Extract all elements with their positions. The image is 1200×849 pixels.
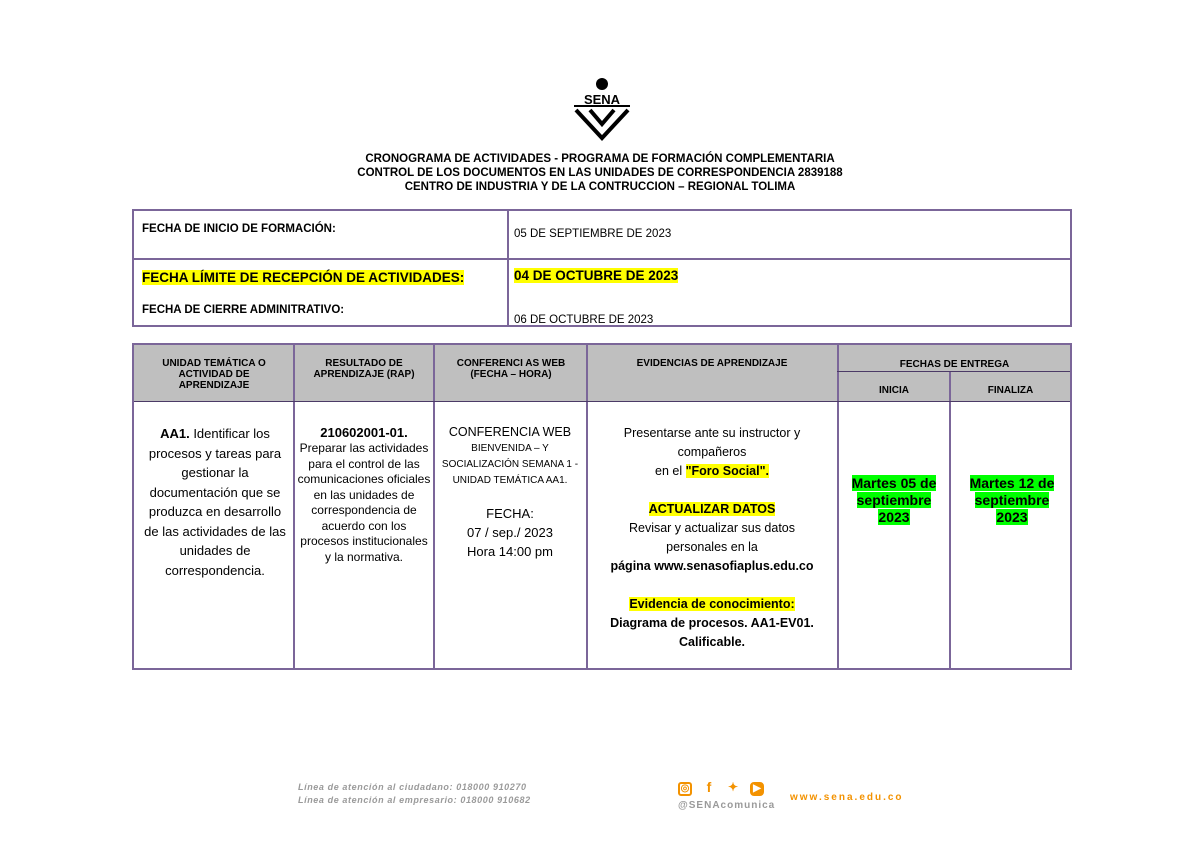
social-icons bbox=[678, 779, 764, 796]
header-resultado: RESULTADO DE APRENDIZAJE (RAP) bbox=[313, 358, 415, 380]
ev-pagina: página www.senasofiaplus.edu.co bbox=[610, 559, 814, 573]
header-evidencias: EVIDENCIAS DE APRENDIZAJE bbox=[636, 358, 788, 369]
inicio-label: FECHA DE INICIO DE FORMACIÓN: bbox=[142, 223, 336, 235]
aa1-code: AA1. bbox=[160, 426, 190, 441]
header-finaliza: FINALIZA bbox=[987, 385, 1034, 396]
ev-revisar: Revisar y actualizar sus datos bbox=[628, 521, 796, 535]
ev-line3-pre: en el bbox=[655, 464, 686, 478]
aa1-cell bbox=[140, 424, 290, 580]
conf-hora: Hora 14:00 pm bbox=[467, 544, 553, 559]
aa1-text: Identificar los procesos y tareas para gestionar la documentación que se produzca en desarrollo de las actividades de las unidades de correspondencia. bbox=[144, 426, 286, 578]
limite-label: FECHA LÍMITE DE RECEPCIÓN DE ACTIVIDADES: bbox=[142, 270, 465, 285]
rap-text: Preparar las actividades para el control de las comunicaciones oficiales en las unidades de correspondencia de acuerdo con los procesos institucionales y la normativa. bbox=[297, 441, 431, 564]
activities-table bbox=[132, 343, 1072, 670]
inicia-date: Martes 05 de septiembre 2023 bbox=[851, 475, 937, 525]
finaliza-date: Martes 12 de septiembre 2023 bbox=[969, 475, 1055, 525]
cierre-value: 06 DE OCTUBRE DE 2023 bbox=[514, 314, 654, 326]
footer-contact bbox=[298, 781, 531, 807]
header-unidad: UNIDAD TEMÁTICA O ACTIVIDAD DE APRENDIZAJE bbox=[162, 358, 266, 391]
document-title bbox=[0, 152, 1200, 194]
limite-value: 04 DE OCTUBRE DE 2023 bbox=[514, 268, 679, 283]
inicio-value: 05 DE SEPTIEMBRE DE 2023 bbox=[514, 228, 672, 240]
header-conferencias: CONFERENCI AS WEB (FECHA – HORA) bbox=[456, 358, 566, 380]
evidencia-conocimiento: Evidencia de conocimiento: bbox=[629, 597, 795, 611]
conferencia-cell bbox=[436, 424, 584, 561]
ev-line1: Presentarse ante su instructor y bbox=[623, 426, 801, 440]
title-line-3: CENTRO DE INDUSTRIA Y DE LA CONTRUCCION – REGIONAL TOLIMA bbox=[404, 181, 796, 193]
conf-title: CONFERENCIA WEB bbox=[448, 425, 572, 439]
actualizar-datos: ACTUALIZAR DATOS bbox=[648, 502, 776, 516]
cierre-label: FECHA DE CIERRE ADMINITRATIVO: bbox=[142, 304, 345, 316]
rap-code: 210602001-01. bbox=[320, 425, 408, 440]
website-link[interactable]: www.sena.edu.co bbox=[790, 792, 904, 803]
rap-cell bbox=[296, 424, 432, 565]
social-handle: @SENAcomunica bbox=[678, 800, 776, 811]
sena-logo bbox=[570, 76, 634, 142]
conf-fecha: 07 / sep./ 2023 bbox=[466, 525, 553, 540]
ev-calificable: Calificable. bbox=[679, 635, 745, 649]
title-line-2: CONTROL DE LOS DOCUMENTOS EN LAS UNIDADES DE CORRESPONDENCIA 2839188 bbox=[357, 167, 843, 179]
svg-text:SENA: SENA bbox=[583, 92, 621, 107]
foro-social: "Foro Social". bbox=[685, 464, 769, 478]
ev-line2: compañeros bbox=[677, 445, 747, 459]
conf-sub: BIENVENIDA – Y SOCIALIZACIÓN SEMANA 1 - UNIDAD TEMÁTICA AA1. bbox=[441, 443, 579, 486]
ev-diagrama: Diagrama de procesos. AA1-EV01. bbox=[610, 616, 814, 630]
header-inicia: INICIA bbox=[879, 385, 909, 396]
header-fechas: FECHAS DE ENTREGA bbox=[899, 359, 1010, 370]
linea-empresario: Línea de atención al empresario: 018000 910682 bbox=[298, 795, 531, 805]
evidencias-cell bbox=[590, 424, 834, 652]
dates-info-table bbox=[132, 209, 1072, 327]
linea-ciudadano: Línea de atención al ciudadano: 018000 910270 bbox=[298, 782, 527, 792]
youtube-icon[interactable]: ▶ bbox=[750, 782, 764, 796]
facebook-icon[interactable]: f bbox=[706, 779, 712, 795]
conf-fecha-label: FECHA: bbox=[486, 506, 534, 521]
title-line-1: CRONOGRAMA DE ACTIVIDADES - PROGRAMA DE FORMACIÓN COMPLEMENTARIA bbox=[365, 153, 835, 165]
twitter-icon[interactable]: ✦ bbox=[727, 780, 739, 794]
ev-personales: personales en la bbox=[666, 540, 758, 554]
instagram-icon[interactable]: ◎ bbox=[678, 782, 692, 796]
